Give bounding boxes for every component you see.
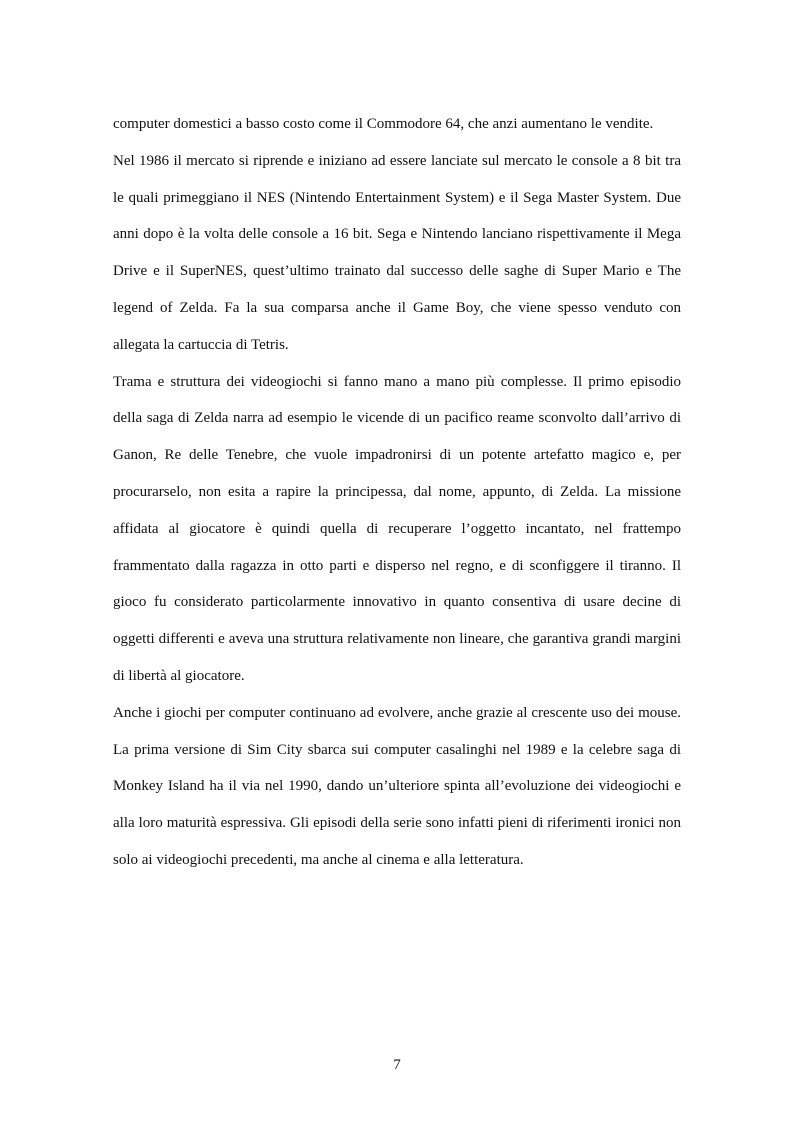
page-number: 7 xyxy=(393,1057,401,1073)
body-text xyxy=(113,106,681,879)
paragraph-2: Nel 1986 il mercato si riprende e iniziano ad essere lanciate sul mercato le console a 8 bit tra le quali primeggiano il NES (Nintendo Entertainment System) e il Sega Master System. Due anni dopo è la volta delle console a 16 bit. Sega e Nintendo lanciano rispettivamente il Mega Drive e il SuperNES, quest’ultimo trainato dal successo delle saghe di Super Mario e The legend of Zelda. Fa la sua comparsa anche il Game Boy, che viene spesso venduto con allegata la cartuccia di Tetris. xyxy=(113,152,681,353)
paragraph-3: Trama e struttura dei videogiochi si fanno mano a mano più complesse. Il primo episodio della saga di Zelda narra ad esempio le vicende di un pacifico reame sconvolto dall’arrivo di Ganon, Re delle Tenebre, che vuole impadronirsi di un potente artefatto magico e, per procurarselo, non esita a rapire la principessa, dal nome, appunto, di Zelda. La missione affidata al giocatore è quindi quella di recuperare l’oggetto incantato, nel frattempo frammentato dalla ragazza in otto parti e disperso nel regno, e di sconfiggere il tiranno. Il gioco fu considerato particolarmente innovativo in quanto consentiva di usare decine di oggetti differenti e aveva una struttura relativamente non lineare, che garantiva grandi margini di libertà al giocatore. xyxy=(113,373,681,684)
paragraph-4: Anche i giochi per computer continuano ad evolvere, anche grazie al crescente uso dei mouse. La prima versione di Sim City sbarca sui computer casalinghi nel 1989 e la celebre saga di Monkey Island ha il via nel 1990, dando un’ulteriore spinta all’evoluzione dei videogiochi e alla loro maturità espressiva. Gli episodi della serie sono infatti pieni di riferimenti ironici non solo ai videogiochi precedenti, ma anche al cinema e alla letteratura. xyxy=(113,704,681,868)
paragraph-1: computer domestici a basso costo come il Commodore 64, che anzi aumentano le vendite. xyxy=(113,116,654,132)
